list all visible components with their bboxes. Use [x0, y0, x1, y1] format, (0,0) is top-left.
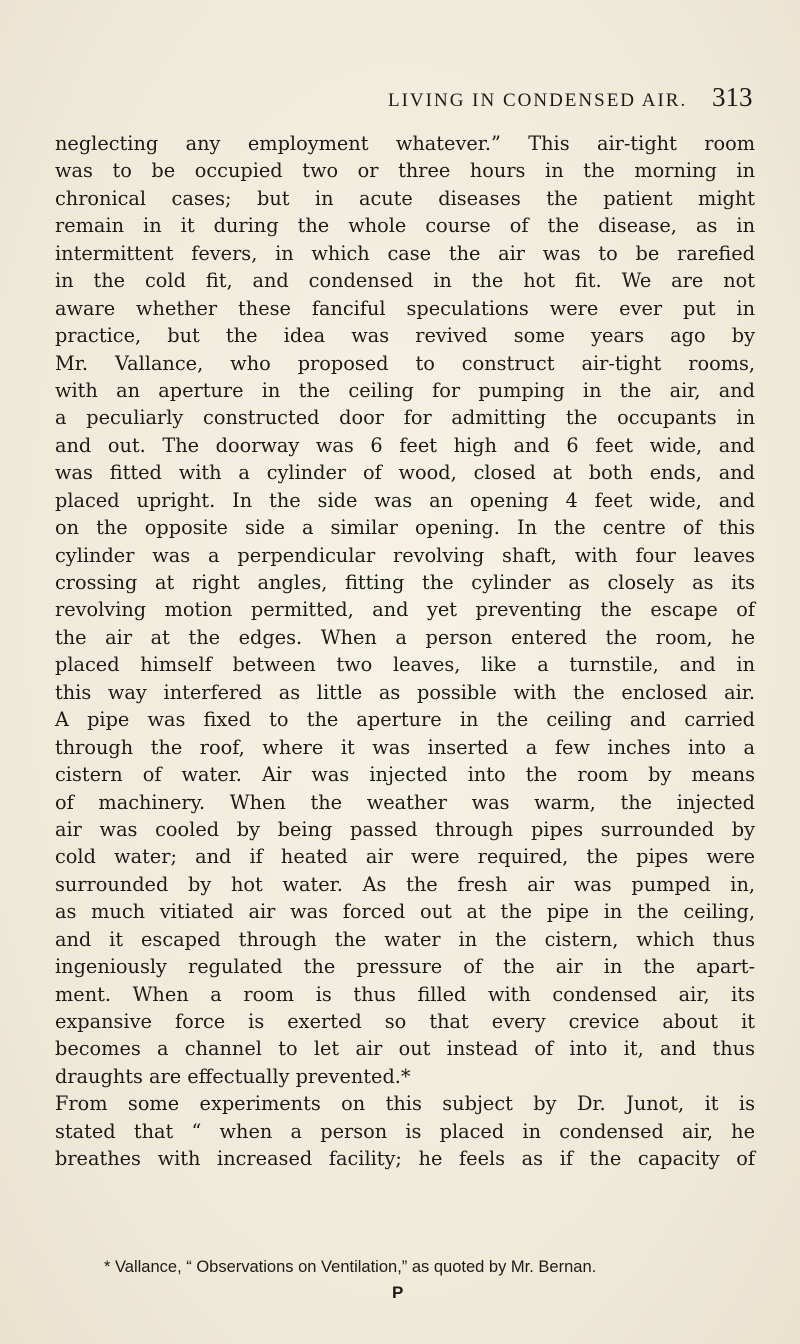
- text-line: intermittent fevers, in which case the air was to be rarefied: [55, 241, 755, 265]
- text-line: neglecting any employment whatever.” This air-tight room: [55, 132, 755, 155]
- text-line: expansive force is exerted so that every crevice about it: [55, 1010, 755, 1033]
- text-line: this way interfered as little as possible with the enclosed air.: [55, 680, 755, 704]
- text-line: cold water; and if heated air were required, the pipes were: [55, 845, 755, 869]
- text-line: placed upright. In the side was an opening 4 feet wide, and: [55, 488, 755, 512]
- running-head: [0, 78, 800, 118]
- page-number: 313: [712, 82, 753, 112]
- text-line: the air at the edges. When a person entered the room, he: [55, 625, 755, 649]
- text-line: stated that “ when a person is placed in condensed air, he: [55, 1119, 755, 1143]
- text-line: aware whether these fanciful speculations were ever put in: [55, 296, 755, 320]
- text-line: placed himself between two leaves, like a turnstile, and in: [55, 653, 755, 677]
- text-line: cistern of water. Air was injected into the room by means: [55, 763, 755, 787]
- text-line: revolving motion permitted, and yet preventing the escape of: [55, 598, 755, 622]
- running-title: LIVING IN CONDENSED AIR.: [388, 90, 688, 111]
- text-line: of machinery. When the weather was warm, the injected: [55, 790, 755, 814]
- text-line: crossing at right angles, fitting the cylinder as closely as its: [55, 571, 755, 594]
- body-text: [55, 130, 755, 1173]
- text-line: ingeniously regulated the pressure of the air in the apart-: [55, 955, 755, 979]
- text-line: chronical cases; but in acute diseases the patient might: [55, 186, 755, 210]
- text-line: in the cold fit, and condensed in the hot fit. We are not: [55, 269, 755, 293]
- text-line: as much vitiated air was forced out at the pipe in the ceiling,: [55, 900, 755, 924]
- text-line: becomes a channel to let air out instead of into it, and thus: [55, 1037, 755, 1061]
- text-line: A pipe was fixed to the aperture in the ceiling and carried: [55, 708, 755, 732]
- text-line: through the roof, where it was inserted a few inches into a: [55, 735, 755, 759]
- signature-mark: P: [392, 1283, 404, 1302]
- text-line: breathes with increased facility; he feels as if the capacity of: [55, 1147, 755, 1171]
- text-line: and it escaped through the water in the cistern, which thus: [55, 927, 755, 951]
- text-line: was to be occupied two or three hours in the morning in: [55, 159, 755, 183]
- text-line: a peculiarly constructed door for admitting the occupants in: [55, 406, 755, 430]
- text-line: Mr. Vallance, who proposed to construct air-tight rooms,: [55, 351, 755, 375]
- text-line: ment. When a room is thus filled with condensed air, its: [55, 982, 755, 1006]
- footnote: * Vallance, “ Observations on Ventilation,” as quoted by Mr. Bernan.: [104, 1258, 597, 1276]
- text-line: surrounded by hot water. As the fresh air was pumped in,: [55, 872, 755, 896]
- text-line: From some experiments on this subject by Dr. Junot, it is: [55, 1092, 755, 1116]
- text-line: cylinder was a perpendicular revolving shaft, with four leaves: [55, 543, 755, 567]
- text-line: draughts are effectually prevented.*: [55, 1064, 411, 1088]
- text-line: air was cooled by being passed through pipes surrounded by: [55, 817, 755, 841]
- text-line: remain in it during the whole course of the disease, as in: [55, 214, 755, 238]
- text-line: practice, but the idea was revived some years ago by: [55, 324, 755, 348]
- text-line: on the opposite side a similar opening. In the centre of this: [55, 516, 755, 540]
- text-line: was fitted with a cylinder of wood, closed at both ends, and: [55, 461, 755, 485]
- text-line: with an aperture in the ceiling for pumping in the air, and: [55, 378, 755, 402]
- text-line: and out. The doorway was 6 feet high and 6 feet wide, and: [55, 433, 755, 457]
